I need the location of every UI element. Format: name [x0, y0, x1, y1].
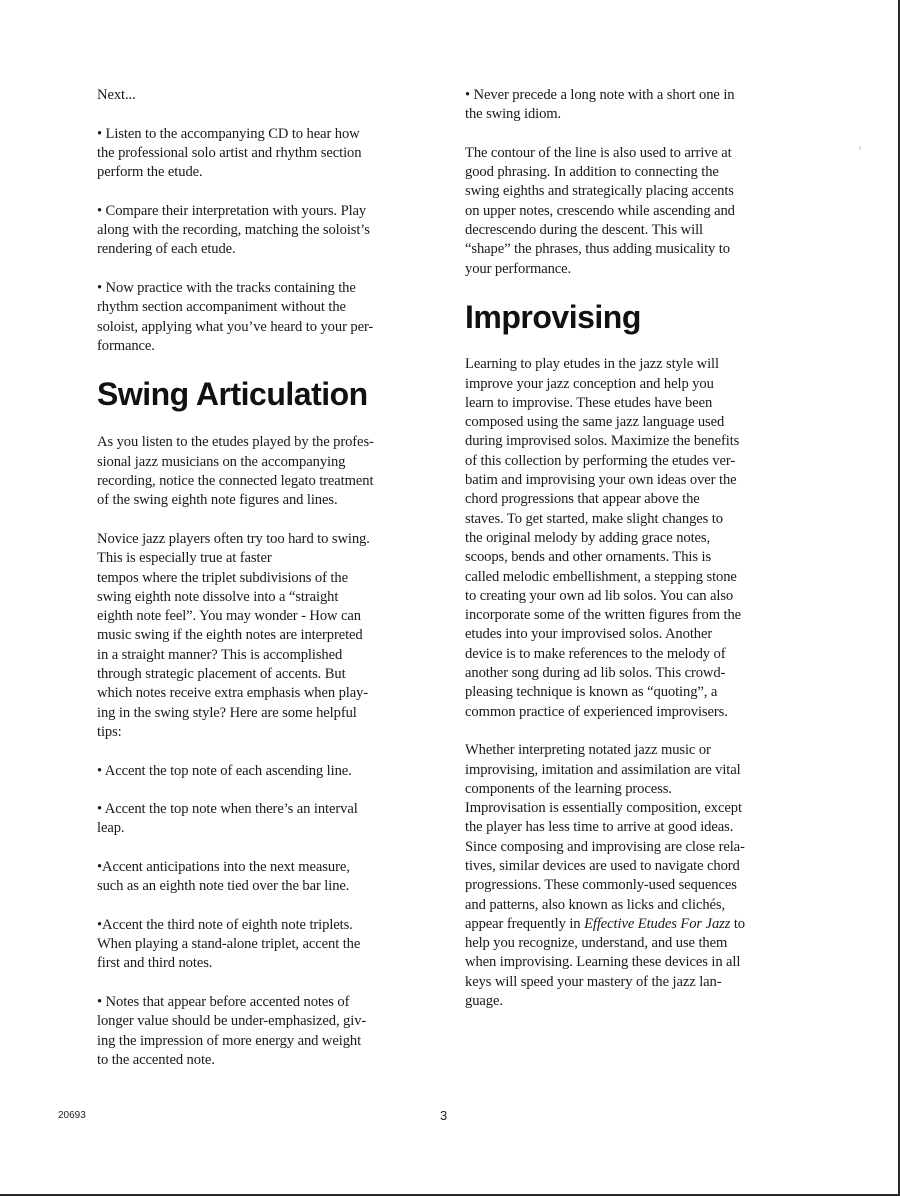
swing-intro-paragraph: As you listen to the etudes played by the profes- sional jazz musicians on the accompanying recording, notice the connected legato treatment of the swing eighth note figures and lines. [97, 434, 374, 509]
novice-paragraph: Novice jazz players often try too hard to swing. This is especially true at faster tempos where the triplet subdivisions of the swing eighth note dissolve into a “straight eighth note feel”. You may wonder - How can music swing if the eighth notes are interpreted in a straight manner? This is accomplished through strategic placement of accents. But which notes receive extra emphasis when play- ing in the swing style? Here are some helpful tips: [97, 530, 370, 740]
book-title: Effective Etudes For Jazz [584, 915, 731, 932]
contour-paragraph: The contour of the line is also used to arrive at good phrasing. In addition to connecting the swing eighths and strategically placing accents on upper notes, crescendo while ascending and decrescendo during the descent. This will “shape” the phrases, thus adding musicality to your performance. [465, 144, 735, 277]
swing-articulation-heading: Swing Articulation [97, 376, 368, 413]
tip-anticipations: •Accent anticipations into the next measure, such as an eighth note tied over the bar line. [97, 858, 350, 895]
page-number: 3 [440, 1108, 448, 1123]
bullet-practice: • Now practice with the tracks containing the rhythm section accompaniment without the soloist, applying what you’ve heard to your per- formance. [97, 279, 374, 354]
margin-mark: › [858, 143, 862, 154]
next-label: Next... [97, 87, 136, 103]
bullet-listen: • Listen to the accompanying CD to hear how the professional solo artist and rhythm section perform the etude. [97, 125, 362, 181]
tip-longer-value: • Notes that appear before accented notes of longer value should be under-emphasized, giv- ing the impression of more energy and weight to the accented note. [97, 994, 367, 1068]
bullet-compare: • Compare their interpretation with yours. Play along with the recording, matching the soloist’s rendering of each etude. [97, 202, 370, 258]
improvising-heading: Improvising [465, 299, 641, 336]
tip-top-note: • Accent the top note of each ascending line. [97, 762, 352, 779]
whether-text-before: Whether interpreting notated jazz music or improvising, imitation and assimilation are vital components of the learning process. Improvisation is essentially composition, except the player has less time to arrive at good ideas. Since composing and improvising are close rela- tives, similar devices are used to navigate chord progressions. These commonly-used sequences and patterns, also known as licks and clichés, appear frequently in [465, 742, 745, 932]
tip-triplets: •Accent the third note of eighth note triplets. When playing a stand-alone triplet, accent the first and third notes. [97, 916, 361, 972]
right-column [465, 86, 795, 1031]
whether-paragraph [465, 741, 795, 1011]
tip-never-precede: • Never precede a long note with a short one in the swing idiom. [465, 87, 735, 123]
whether-text-after: to help you recognize, understand, and use them when improvising. Learning these devices in all keys will speed your mastery of the jazz lan- guage. [465, 915, 745, 1010]
catalog-number: 20693 [58, 1110, 86, 1121]
learning-paragraph: Learning to play etudes in the jazz style will improve your jazz conception and help you learn to improvise. These etudes have been composed using the same jazz language used during improvised solos. Maximize the benefits of this collection by performing the etudes ver- batim and improvising your own ideas over the chord progressions that appear above the staves. To get started, make slight changes to the original melody by adding grace notes, scoops, bends and other ornaments. This is called melodic embellishment, a stepping stone to creating your own ad lib solos. You can also incorporate some of the written figures from the etudes into your improvised solos. Another device is to make references to the melody of another song during ad lib solos. This crowd- pleasing technique is known as “quoting”, a common practice of experienced improvisers. [465, 356, 742, 720]
left-column [97, 86, 427, 1090]
tip-interval-leap: • Accent the top note when there’s an interval leap. [97, 801, 358, 837]
